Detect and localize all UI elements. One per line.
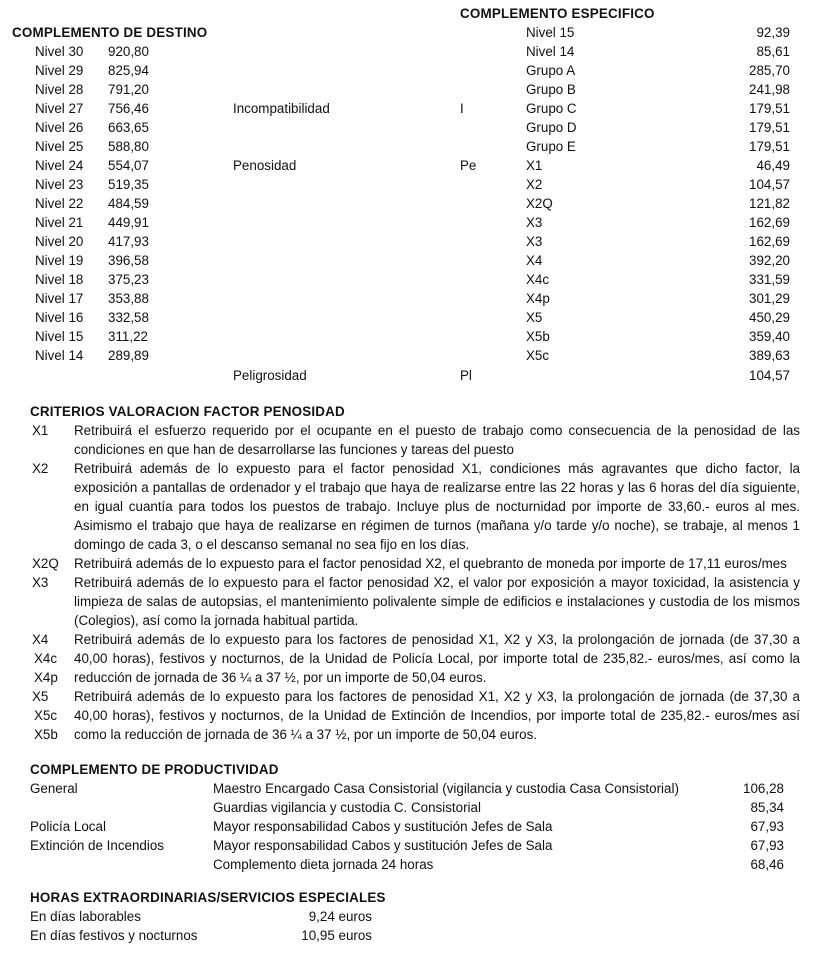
productividad-category: Policía Local bbox=[30, 819, 106, 834]
criterio-code: X4c bbox=[34, 651, 58, 666]
destino-value: 663,65 bbox=[108, 120, 149, 135]
destino-nivel: Nivel 19 bbox=[35, 253, 84, 268]
especifico-title: COMPLEMENTO ESPECIFICO bbox=[460, 6, 655, 21]
especifico-value: 179,51 bbox=[749, 120, 790, 135]
penosidad-label: Penosidad bbox=[233, 158, 297, 173]
especifico-label: Nivel 14 bbox=[526, 44, 575, 59]
horas-value: 9,24 euros bbox=[308, 909, 372, 924]
especifico-value: 392,20 bbox=[749, 253, 790, 268]
criterio-text: Retribuirá además de lo expuesto para el factor penosidad X1, condiciones más agravantes que dicho factor, la exposición a pantallas de ordenador y el trabajo que haya de realizarse entre las 22 horas y las 6 horas del día siguiente, en igual cuantía para todos los puestos de trabajo. Incluye plus de nocturnidad por importe de 33,60.- euros al mes. Asimismo el trabajo que haya de realizarse en régimen de turnos (mañana y/o tarde y/o noche), se trabaje, al menos 1 domingo de cada 3, o el descanso semanal no sea fijo en los días. bbox=[74, 461, 800, 552]
especifico-value: 285,70 bbox=[749, 63, 790, 78]
horas-title: HORAS EXTRAORDINARIAS/SERVICIOS ESPECIALES bbox=[30, 890, 386, 905]
especifico-label: Grupo B bbox=[526, 82, 576, 97]
criterio-text: Retribuirá además de lo expuesto para el factor penosidad X2, el valor por exposición a mayor toxicidad, la asistencia y limpieza de salas de autopsias, el mantenimiento polivalente simple de edificios e instalaciones y custodia de los mismos (Colegios), así como la jornada habitual partida. bbox=[74, 575, 800, 628]
especifico-value: 104,57 bbox=[749, 177, 790, 192]
penosidad-code: Pe bbox=[460, 158, 477, 173]
destino-nivel: Nivel 30 bbox=[35, 44, 84, 59]
horas-label: En días laborables bbox=[30, 909, 141, 924]
destino-nivel: Nivel 17 bbox=[35, 291, 84, 306]
criterio-code: X4p bbox=[34, 670, 58, 685]
destino-nivel: Nivel 28 bbox=[35, 82, 84, 97]
especifico-value: 331,59 bbox=[749, 272, 790, 287]
especifico-label: X4 bbox=[526, 253, 543, 268]
criterio-code: X4 bbox=[32, 632, 49, 647]
productividad-description: Maestro Encargado Casa Consistorial (vigilancia y custodia Casa Consistorial) bbox=[213, 781, 679, 796]
incompatibilidad-label: Incompatibilidad bbox=[233, 101, 330, 116]
destino-nivel: Nivel 14 bbox=[35, 348, 84, 363]
especifico-label: X3 bbox=[526, 215, 543, 230]
especifico-label: X2Q bbox=[526, 196, 553, 211]
productividad-value: 68,46 bbox=[750, 857, 784, 872]
destino-value: 756,46 bbox=[108, 101, 149, 116]
destino-nivel: Nivel 26 bbox=[35, 120, 84, 135]
destino-nivel: Nivel 27 bbox=[35, 101, 84, 116]
destino-value: 353,88 bbox=[108, 291, 149, 306]
destino-nivel: Nivel 24 bbox=[35, 158, 84, 173]
horas-value: 10,95 euros bbox=[301, 928, 372, 943]
criterio-code: X5c bbox=[34, 708, 58, 723]
criterio-code: X2Q bbox=[32, 556, 59, 571]
especifico-label: X2 bbox=[526, 177, 543, 192]
especifico-label: X4c bbox=[526, 272, 550, 287]
destino-nivel: Nivel 21 bbox=[35, 215, 84, 230]
destino-nivel: Nivel 18 bbox=[35, 272, 84, 287]
criterio-code: X5 bbox=[32, 689, 49, 704]
destino-value: 825,94 bbox=[108, 63, 149, 78]
especifico-value: 179,51 bbox=[749, 101, 790, 116]
horas-label: En días festivos y nocturnos bbox=[30, 928, 198, 943]
productividad-title: COMPLEMENTO DE PRODUCTIVIDAD bbox=[30, 762, 279, 777]
especifico-value: 241,98 bbox=[749, 82, 790, 97]
productividad-description: Mayor responsabilidad Cabos y sustitución Jefes de Sala bbox=[213, 819, 553, 834]
incompatibilidad-code: I bbox=[460, 101, 464, 116]
destino-nivel: Nivel 15 bbox=[35, 329, 84, 344]
criterio-code: X2 bbox=[32, 461, 49, 476]
criterio-code: X3 bbox=[32, 575, 49, 590]
destino-value: 791,20 bbox=[108, 82, 149, 97]
peligrosidad-label: Peligrosidad bbox=[233, 368, 307, 383]
destino-nivel: Nivel 22 bbox=[35, 196, 84, 211]
destino-value: 417,93 bbox=[108, 234, 149, 249]
destino-value: 289,89 bbox=[108, 348, 149, 363]
productividad-description: Mayor responsabilidad Cabos y sustitución Jefes de Sala bbox=[213, 838, 553, 853]
destino-value: 554,07 bbox=[108, 158, 149, 173]
destino-nivel: Nivel 25 bbox=[35, 139, 84, 154]
especifico-label: X5b bbox=[526, 329, 550, 344]
destino-value: 449,91 bbox=[108, 215, 149, 230]
destino-nivel: Nivel 23 bbox=[35, 177, 84, 192]
productividad-description: Complemento dieta jornada 24 horas bbox=[213, 857, 434, 872]
criterio-text: Retribuirá el esfuerzo requerido por el ocupante en el puesto de trabajo como consecuencia de la penosidad de las condiciones en que han de desarrollarse las funciones y tareas del puesto bbox=[74, 423, 800, 457]
especifico-value: 179,51 bbox=[749, 139, 790, 154]
destino-title: COMPLEMENTO DE DESTINO bbox=[12, 25, 208, 40]
especifico-value: 85,61 bbox=[756, 44, 790, 59]
productividad-category: Extinción de Incendios bbox=[30, 838, 164, 853]
especifico-value: 162,69 bbox=[749, 215, 790, 230]
especifico-value: 46,49 bbox=[756, 158, 790, 173]
destino-nivel: Nivel 16 bbox=[35, 310, 84, 325]
destino-value: 311,22 bbox=[108, 329, 148, 344]
criterio-text: Retribuirá además de lo expuesto para los factores de penosidad X1, X2 y X3, la prolongación de jornada (de 37,30 a 40,00 horas), festivos y nocturnos, de la Unidad de Policía Local, por importe total de 235,82.- euros/mes, así como la reducción de jornada de 36 ¼ a 37 ½, por un importe de 50,04 euros. bbox=[74, 632, 800, 685]
especifico-label: Grupo E bbox=[526, 139, 576, 154]
destino-value: 375,23 bbox=[108, 272, 149, 287]
especifico-label: X3 bbox=[526, 234, 543, 249]
especifico-value: 92,39 bbox=[756, 25, 790, 40]
especifico-label: X5c bbox=[526, 348, 550, 363]
criterio-text: Retribuirá además de lo expuesto para los factores de penosidad X1, X2 y X3, la prolongación de jornada (de 37,30 a 40,00 horas), festivos y nocturnos, de la Unidad de Extinción de Incendios, por importe total de 235,82.- euros/mes así como la reducción de jornada de 36 ¼ a 37 ½, por un importe de 50,04 euros. bbox=[74, 689, 800, 742]
especifico-value: 450,29 bbox=[749, 310, 790, 325]
especifico-label: X4p bbox=[526, 291, 550, 306]
criterio-text: Retribuirá además de lo expuesto para el factor penosidad X2, el quebranto de moneda por importe de 17,11 euros/mes bbox=[74, 556, 787, 571]
destino-nivel: Nivel 29 bbox=[35, 63, 84, 78]
destino-value: 920,80 bbox=[108, 44, 149, 59]
especifico-value: 162,69 bbox=[749, 234, 790, 249]
especifico-label: X1 bbox=[526, 158, 543, 173]
especifico-label: Grupo C bbox=[526, 101, 577, 116]
criterio-code: X1 bbox=[32, 423, 49, 438]
productividad-value: 85,34 bbox=[750, 800, 784, 815]
productividad-category: General bbox=[30, 781, 78, 796]
productividad-value: 67,93 bbox=[750, 838, 784, 853]
especifico-value: 359,40 bbox=[749, 329, 790, 344]
destino-value: 332,58 bbox=[108, 310, 149, 325]
productividad-description: Guardias vigilancia y custodia C. Consistorial bbox=[213, 800, 481, 815]
especifico-value: 389,63 bbox=[749, 348, 790, 363]
especifico-label: X5 bbox=[526, 310, 543, 325]
especifico-value: 301,29 bbox=[749, 291, 790, 306]
destino-value: 519,35 bbox=[108, 177, 149, 192]
peligrosidad-code: Pl bbox=[460, 368, 472, 383]
especifico-label: Nivel 15 bbox=[526, 25, 575, 40]
peligrosidad-value: 104,57 bbox=[749, 368, 790, 383]
destino-value: 484,59 bbox=[108, 196, 149, 211]
criterios-title: CRITERIOS VALORACION FACTOR PENOSIDAD bbox=[30, 404, 345, 419]
destino-nivel: Nivel 20 bbox=[35, 234, 84, 249]
productividad-value: 67,93 bbox=[750, 819, 784, 834]
especifico-label: Grupo D bbox=[526, 120, 577, 135]
criterio-code: X5b bbox=[34, 727, 58, 742]
especifico-label: Grupo A bbox=[526, 63, 576, 78]
productividad-value: 106,28 bbox=[743, 781, 784, 796]
especifico-value: 121,82 bbox=[749, 196, 790, 211]
destino-value: 396,58 bbox=[108, 253, 149, 268]
destino-value: 588,80 bbox=[108, 139, 149, 154]
